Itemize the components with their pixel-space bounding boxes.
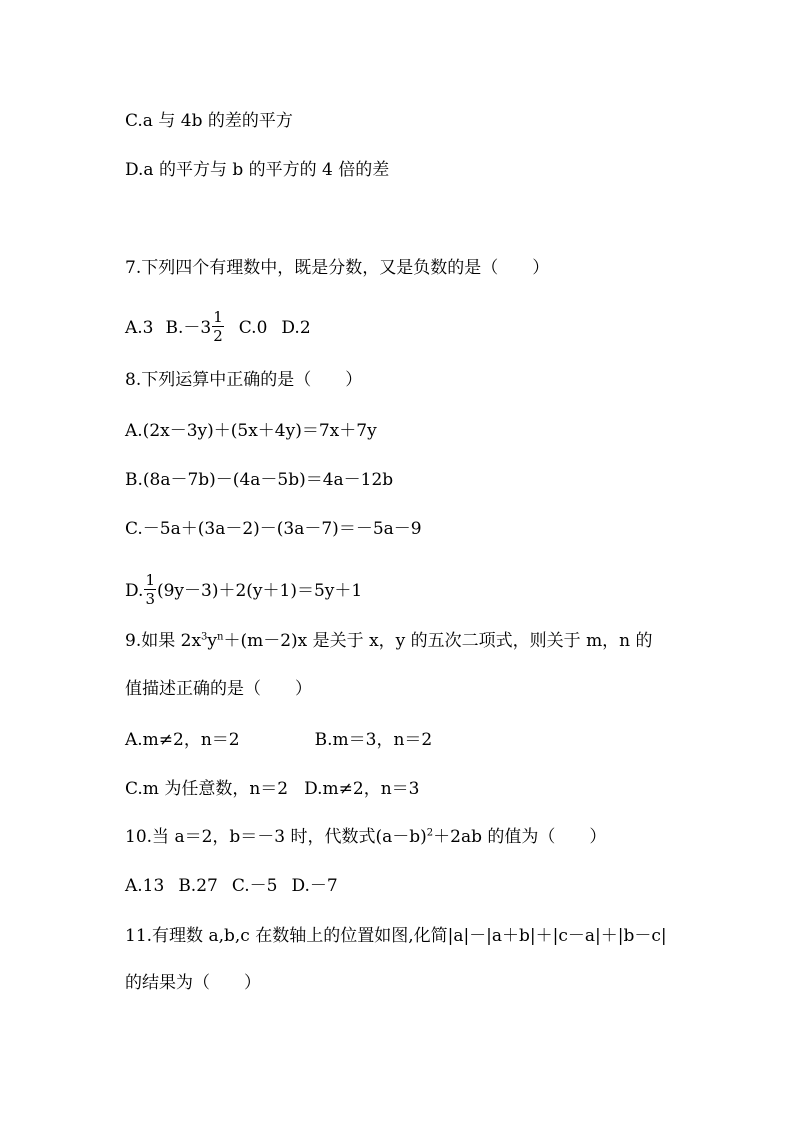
q8-option-d: D. $\frac{1}{3}$ (9y－3)＋2(y＋1)＝5y＋1 <box>125 571 363 608</box>
option-c-line <box>125 110 293 132</box>
q7-option-b-fraction: $\frac{1}{2}$ <box>213 308 223 345</box>
q10-option-c: C.－5 <box>231 876 278 896</box>
question-8 <box>125 369 362 391</box>
q9-option-c: C.m 为任意数，n＝2 <box>125 779 289 799</box>
question-9-options-row2 <box>125 778 419 800</box>
q7-option-a: A.3 <box>125 318 154 338</box>
question-11: 11.有理数 a,b,c 在数轴上的位置如图,化简|a|－|a＋b|＋|c－a|＋|b－c| <box>125 926 667 946</box>
question-7 <box>125 257 549 279</box>
q9-option-a: A.m≠2，n＝2 <box>125 730 240 750</box>
option-d-line <box>125 159 389 181</box>
q9-option-d: D.m≠2，n＝3 <box>304 779 420 799</box>
q10-option-a: A.13 <box>125 876 165 896</box>
exponent: n <box>217 631 224 643</box>
q8-option-d-fraction: $\frac{1}{3}$ <box>145 571 155 608</box>
q7-option-c: C.0 <box>238 318 268 338</box>
option-c-text: C.a 与 4b 的差的平方 <box>125 111 293 131</box>
q7-option-d: D.2 <box>281 318 311 338</box>
q8-option-a: A.(2x－3y)＋(5x＋4y)＝7x＋7y <box>125 421 377 441</box>
question-8-text: 8.下列运算中正确的是（ ） <box>125 370 363 390</box>
q7-option-b: B.－3 $\frac{1}{2}$ <box>165 308 223 345</box>
option-d-text: D.a 的平方与 b 的平方的 4 倍的差 <box>125 160 390 180</box>
question-7-text: 7.下列四个有理数中，既是分数，又是负数的是（ ） <box>125 258 550 278</box>
q8-option-b: B.(8a－7b)－(4a－5b)＝4a－12b <box>125 470 394 490</box>
question-10: 10.当 a＝2，b＝－3 时，代数式$(a-b)^2+2ab$ 的值为（ ） <box>125 827 607 847</box>
question-9-options-row1 <box>125 729 432 751</box>
exponent: 2 <box>426 827 434 839</box>
question-9: 9.如果 $2x^3y^n+(m-2)x$ 是关于 x，y 的五次二项式，则关于 m，n 的 <box>125 631 653 651</box>
q9-option-b: B.m＝3，n＝2 <box>314 730 433 750</box>
question-11-continued: 的结果为（ ） <box>125 973 261 993</box>
exponent: 3 <box>201 631 208 643</box>
q10-option-b: B.27 <box>178 876 218 896</box>
question-7-options <box>125 310 311 347</box>
question-10-options <box>125 875 338 897</box>
question-9-continued: 值描述正确的是（ ） <box>125 679 312 699</box>
q8-option-c: C.－5a＋(3a－2)－(3a－7)＝－5a－9 <box>125 519 422 539</box>
q10-option-d: D.－7 <box>291 876 338 896</box>
